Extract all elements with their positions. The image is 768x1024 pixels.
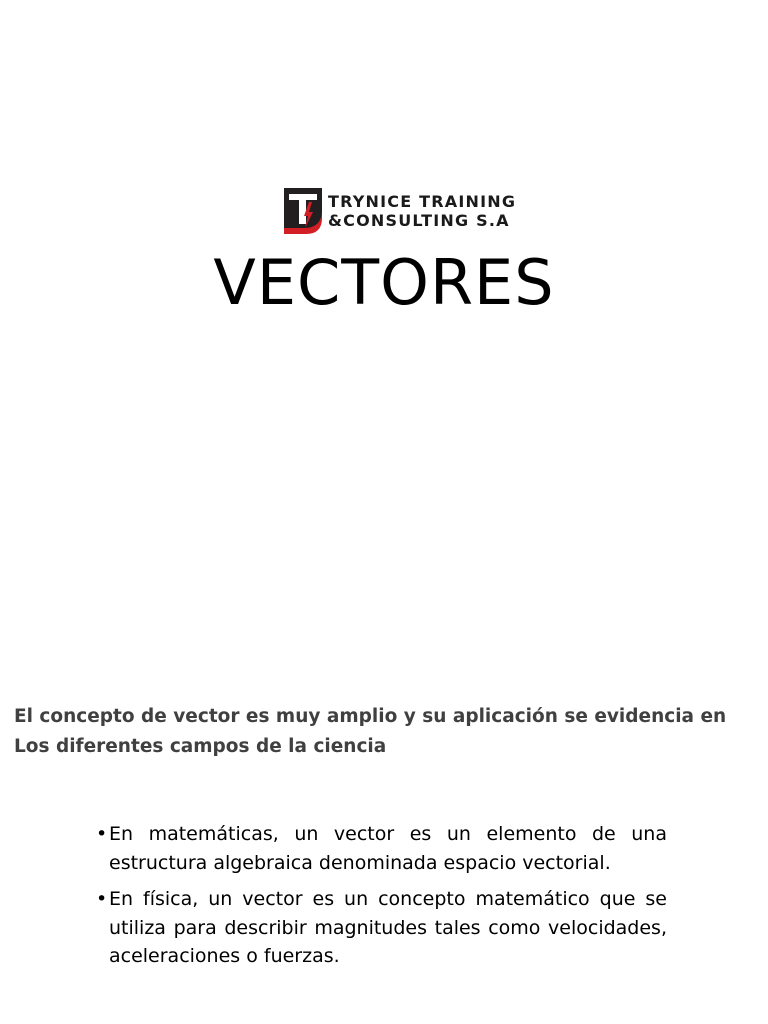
bullet-item-mathematics — [96, 820, 667, 877]
bullet-point-icon: • — [96, 823, 108, 845]
logo-name-line2: &CONSULTING S.A — [328, 211, 510, 230]
logo-name-line1: TRYNICE TRAINING — [328, 192, 517, 211]
trynice-logo-icon — [284, 188, 322, 234]
bullet-text: En física, un vector es un concepto matemático que se utiliza para describir magnitudes tales como velocidades, aceleraciones o fuerzas. — [109, 888, 667, 967]
bullet-point-icon: • — [96, 888, 108, 910]
page-title: VECTORES — [213, 246, 555, 319]
logo-wordmark — [328, 192, 516, 230]
company-logo — [284, 188, 516, 234]
bullet-list — [96, 820, 667, 979]
bullet-item-physics — [96, 885, 667, 971]
bullet-text: En matemáticas, un vector es un elemento de una estructura algebraica denominada espacio vectorial. — [109, 823, 667, 874]
intro-paragraph: El concepto de vector es muy amplio y su aplicación se evidencia en Los diferentes campos de la ciencia — [14, 706, 727, 757]
